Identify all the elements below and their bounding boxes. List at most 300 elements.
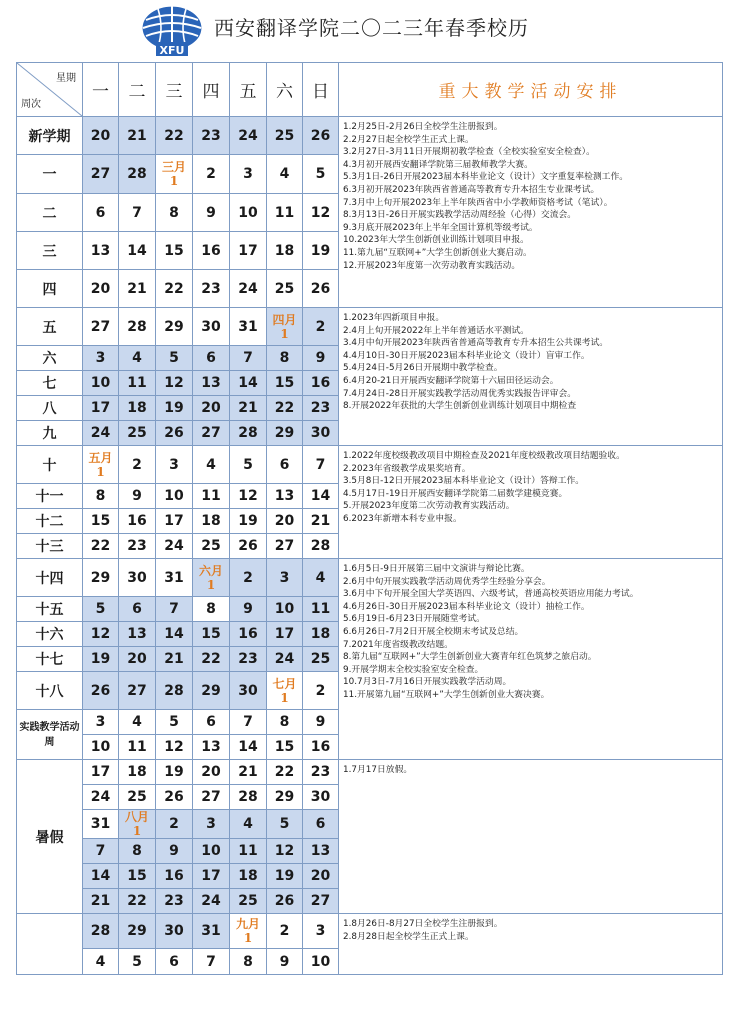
week-label: 十二	[17, 509, 83, 534]
activity-item: 7.4月24日-28日开展实践教学活动周优秀实践报告评审会。	[343, 388, 577, 399]
activity-item: 3.5月8日-12日开展2023届本科毕业论文（设计）答辩工作。	[343, 476, 585, 487]
month-start-text: 1	[280, 690, 289, 705]
activity-item: 6.2023年新增本科专业申报。	[343, 513, 462, 524]
date-cell: 30	[303, 421, 339, 446]
date-cell: 27	[119, 672, 156, 710]
week-label: 五	[17, 308, 83, 346]
date-cell: 5	[119, 949, 156, 975]
activity-item: 4.6月26日-30日开展2023届本科毕业论文（设计）抽检工作。	[343, 601, 590, 612]
date-cell: 25	[119, 421, 156, 446]
month-start-text: 1	[206, 577, 216, 592]
month-start-cell	[267, 672, 303, 710]
date-cell: 8	[83, 484, 119, 509]
date-cell: 23	[193, 117, 230, 155]
date-cell: 6	[193, 710, 230, 735]
date-cell: 10	[156, 484, 193, 509]
date-cell: 3	[83, 710, 119, 735]
month-start-text: 1	[169, 174, 179, 188]
date-cell: 28	[303, 534, 339, 559]
activity-item: 3.4月中旬开展2023年陕西省普通高等教育专升本招生公共课考试。	[343, 338, 609, 349]
date-cell: 29	[267, 421, 303, 446]
header	[0, 0, 730, 62]
week-label: 八	[17, 396, 83, 421]
week-label: 二	[17, 194, 83, 232]
date-cell: 10	[303, 949, 339, 975]
week-label: 十	[17, 446, 83, 484]
week-label: 十七	[17, 647, 83, 672]
activities-cell	[339, 559, 723, 760]
activity-item: 7.3月中上旬开展2023年上半年陕西省中小学教师资格考试（笔试）。	[343, 197, 613, 208]
date-cell: 5	[83, 597, 119, 622]
date-cell: 14	[230, 371, 267, 396]
date-cell: 13	[267, 484, 303, 509]
date-cell: 8	[230, 949, 267, 975]
calendar-table	[16, 62, 723, 975]
date-cell: 24	[156, 534, 193, 559]
week-label: 十四	[17, 559, 83, 597]
date-cell: 22	[267, 396, 303, 421]
date-cell: 10	[230, 194, 267, 232]
date-cell: 7	[156, 597, 193, 622]
day-header-sat: 六	[267, 63, 303, 117]
page-title: 西安翻译学院二〇二三年春季校历	[214, 16, 529, 40]
date-cell: 5	[156, 346, 193, 371]
activity-item: 5.6月19日-6月23日开展随堂考试。	[343, 614, 485, 625]
date-cell: 3	[267, 559, 303, 597]
week-label: 四	[17, 270, 83, 308]
week-label: 七	[17, 371, 83, 396]
month-start-text: 1	[96, 464, 105, 479]
date-cell: 19	[267, 864, 303, 889]
date-cell: 17	[267, 622, 303, 647]
date-cell: 16	[303, 371, 339, 396]
date-cell: 31	[230, 308, 267, 346]
activity-item: 12.开展2023年度第一次劳动教育实践活动。	[343, 260, 521, 271]
date-cell: 9	[193, 194, 230, 232]
date-cell: 9	[303, 710, 339, 735]
date-cell: 16	[193, 232, 230, 270]
day-header-mon: 一	[83, 63, 119, 117]
month-start-cell	[156, 155, 193, 194]
date-cell: 16	[119, 509, 156, 534]
date-cell: 15	[267, 735, 303, 760]
date-cell: 29	[83, 559, 119, 597]
activity-item: 1.2022年度校级教改项目中期检查及2021年度校级教改项目结题验收。	[343, 451, 625, 461]
activities-header: 重大教学活动安排	[339, 63, 723, 117]
activity-item: 1.8月26日-8月27日全校学生注册报到。	[343, 919, 503, 929]
calendar-row	[17, 117, 723, 155]
date-cell: 11	[119, 371, 156, 396]
date-cell: 22	[193, 647, 230, 672]
week-label: 暑假	[17, 760, 83, 914]
month-start-cell	[267, 308, 303, 346]
date-cell: 20	[83, 270, 119, 308]
date-cell: 29	[193, 672, 230, 710]
date-cell: 8	[156, 194, 193, 232]
date-cell: 7	[230, 346, 267, 371]
date-cell: 21	[303, 509, 339, 534]
activity-item: 11.开展第九届“互联网+”大学生创新创业大赛决赛。	[343, 689, 550, 700]
date-cell: 30	[119, 559, 156, 597]
week-label: 新学期	[17, 117, 83, 155]
activities-cell	[339, 446, 723, 559]
date-cell: 6	[303, 810, 339, 839]
date-cell: 29	[156, 308, 193, 346]
activity-item: 10.7月3日-7月16日开展实践教学活动周。	[343, 677, 512, 688]
date-cell: 6	[156, 949, 193, 975]
date-cell: 19	[83, 647, 119, 672]
date-cell: 19	[230, 509, 267, 534]
month-start-text: 七月	[272, 676, 297, 691]
date-cell: 23	[303, 396, 339, 421]
activity-item: 9.3月底开展2023年上半年全国计算机等级考试。	[343, 222, 538, 233]
date-cell: 14	[156, 622, 193, 647]
date-cell: 12	[156, 371, 193, 396]
date-cell: 17	[83, 396, 119, 421]
date-cell: 16	[156, 864, 193, 889]
date-cell: 12	[267, 839, 303, 864]
date-cell: 6	[193, 346, 230, 371]
day-header-tue: 二	[119, 63, 156, 117]
activity-item: 3.6月中下旬开展全国大学英语四、六级考试，普通高校英语应用能力考试。	[343, 589, 639, 600]
date-cell: 28	[119, 155, 156, 194]
month-start-text: 三月	[161, 160, 186, 174]
date-cell: 5	[267, 810, 303, 839]
date-cell: 21	[83, 889, 119, 914]
date-cell: 29	[267, 785, 303, 810]
activity-item: 2.2023年省级教学成果奖培育。	[343, 463, 471, 474]
date-cell: 2	[267, 914, 303, 949]
date-cell: 2	[230, 559, 267, 597]
activity-item: 6.4月20-21日开展西安翻译学院第十六届田径运动会。	[343, 375, 559, 386]
date-cell: 9	[230, 597, 267, 622]
date-cell: 26	[156, 421, 193, 446]
week-label	[17, 914, 83, 975]
date-cell: 4	[267, 155, 303, 194]
date-cell: 13	[303, 839, 339, 864]
date-cell: 25	[230, 889, 267, 914]
date-cell: 27	[193, 785, 230, 810]
date-cell: 3	[303, 914, 339, 949]
date-cell: 14	[83, 864, 119, 889]
activity-item: 1.2023年四新项目申报。	[343, 313, 445, 323]
week-label: 三	[17, 232, 83, 270]
date-cell: 28	[230, 421, 267, 446]
activity-item: 11.第九届“互联网+”大学生创新创业大赛启动。	[343, 247, 532, 258]
date-cell: 10	[193, 839, 230, 864]
date-cell: 17	[193, 864, 230, 889]
date-cell: 10	[83, 735, 119, 760]
date-cell: 24	[267, 647, 303, 672]
date-cell: 9	[303, 346, 339, 371]
week-label: 十一	[17, 484, 83, 509]
activity-item: 6.3月初开展2023年陕西省普通高等教育专升本招生专业课考试。	[343, 184, 600, 195]
date-cell: 13	[83, 232, 119, 270]
date-cell: 21	[230, 396, 267, 421]
week-label: 一	[17, 155, 83, 194]
date-cell: 6	[119, 597, 156, 622]
date-cell: 20	[267, 509, 303, 534]
date-cell: 4	[303, 559, 339, 597]
activity-item: 5.3月1日-26日开展2023届本科毕业论文（设计）文字重复率检测工作。	[343, 172, 629, 183]
month-start-cell	[230, 914, 267, 949]
date-cell: 15	[267, 371, 303, 396]
week-label: 十三	[17, 534, 83, 559]
activity-item: 2.6月中旬开展实践教学活动周优秀学生经验分享会。	[343, 576, 551, 587]
date-cell: 21	[156, 647, 193, 672]
date-cell: 26	[83, 672, 119, 710]
date-cell: 10	[267, 597, 303, 622]
date-cell: 12	[83, 622, 119, 647]
date-cell: 11	[230, 839, 267, 864]
date-cell: 22	[119, 889, 156, 914]
date-cell: 24	[83, 421, 119, 446]
activity-item: 1.7月17日放假。	[343, 765, 413, 775]
date-cell: 18	[119, 396, 156, 421]
date-cell: 4	[193, 446, 230, 484]
activities-cell	[339, 117, 723, 308]
date-cell: 27	[267, 534, 303, 559]
date-cell: 26	[156, 785, 193, 810]
date-cell: 6	[267, 446, 303, 484]
date-cell: 26	[303, 117, 339, 155]
date-cell: 24	[230, 117, 267, 155]
date-cell: 20	[303, 864, 339, 889]
date-cell: 15	[193, 622, 230, 647]
date-cell: 8	[267, 346, 303, 371]
day-header-thu: 四	[193, 63, 230, 117]
month-start-text: 五月	[88, 450, 113, 465]
date-cell: 26	[303, 270, 339, 308]
date-cell: 11	[303, 597, 339, 622]
date-cell: 16	[230, 622, 267, 647]
calendar-row	[17, 760, 723, 785]
date-cell: 18	[267, 232, 303, 270]
activity-item: 2.8月28日起全校学生正式上课。	[343, 931, 474, 942]
date-cell: 14	[303, 484, 339, 509]
day-header-wed: 三	[156, 63, 193, 117]
date-cell: 14	[230, 735, 267, 760]
week-label: 十六	[17, 622, 83, 647]
date-cell: 27	[303, 889, 339, 914]
activity-item: 9.开展学期末全校实验室安全检查。	[343, 664, 484, 675]
xfu-logo-icon	[138, 4, 206, 60]
month-start-cell	[119, 810, 156, 839]
month-start-text: 八月	[124, 810, 149, 824]
week-label: 实践教学活动周	[17, 710, 83, 760]
date-cell: 15	[119, 864, 156, 889]
month-start-cell	[193, 559, 230, 597]
activity-item: 3.2月27日-3月11日开展期初教学检查（全校实验室安全检查）。	[343, 147, 595, 158]
date-cell: 7	[303, 446, 339, 484]
logo-text: XFU	[159, 44, 185, 57]
date-cell: 30	[193, 308, 230, 346]
date-cell: 5	[303, 155, 339, 194]
date-cell: 28	[156, 672, 193, 710]
activity-item: 7.2021年度省级教改结题。	[343, 639, 453, 650]
date-cell: 22	[267, 760, 303, 785]
date-cell: 27	[83, 155, 119, 194]
activity-item: 5.4月24日-5月26日开展期中教学检查。	[343, 363, 503, 374]
date-cell: 21	[230, 760, 267, 785]
week-label: 六	[17, 346, 83, 371]
activity-item: 1.2月25日-2月26日全校学生注册报到。	[343, 122, 503, 132]
date-cell: 14	[119, 232, 156, 270]
date-cell: 7	[119, 194, 156, 232]
date-cell: 7	[230, 710, 267, 735]
date-cell: 24	[193, 889, 230, 914]
date-cell: 21	[119, 270, 156, 308]
date-cell: 17	[83, 760, 119, 785]
date-cell: 2	[303, 308, 339, 346]
date-cell: 18	[119, 760, 156, 785]
date-cell: 31	[83, 810, 119, 839]
activity-item: 4.5月17日-19日开展西安翻译学院第二届数学建模竞赛。	[343, 488, 568, 499]
date-cell: 20	[83, 117, 119, 155]
date-cell: 4	[119, 346, 156, 371]
month-start-text: 1	[132, 824, 142, 838]
date-cell: 27	[83, 308, 119, 346]
date-cell: 19	[303, 232, 339, 270]
activity-item: 10.2023年大学生创新创业训练计划项目申报。	[343, 235, 529, 246]
date-cell: 12	[156, 735, 193, 760]
date-cell: 4	[119, 710, 156, 735]
activity-item: 5.开展2023年度第二次劳动教育实践活动。	[343, 501, 515, 512]
day-header-sun: 日	[303, 63, 339, 117]
date-cell: 31	[193, 914, 230, 949]
date-cell: 20	[119, 647, 156, 672]
week-label: 九	[17, 421, 83, 446]
calendar-row	[17, 914, 723, 949]
date-cell: 23	[119, 534, 156, 559]
activity-item: 8.3月13日-26日开展实践教学活动周经验（心得）交流会。	[343, 210, 577, 221]
date-cell: 28	[230, 785, 267, 810]
date-cell: 23	[303, 760, 339, 785]
date-cell: 25	[193, 534, 230, 559]
date-cell: 9	[156, 839, 193, 864]
date-cell: 8	[119, 839, 156, 864]
date-cell: 17	[156, 509, 193, 534]
date-cell: 20	[193, 396, 230, 421]
date-cell: 25	[267, 117, 303, 155]
date-cell: 5	[156, 710, 193, 735]
date-cell: 22	[156, 270, 193, 308]
month-start-text: 四月	[272, 312, 297, 327]
activity-item: 1.6月5日-9日开展第三届中文演讲与辩论比赛。	[343, 564, 530, 574]
month-start-text: 六月	[198, 563, 223, 578]
date-cell: 28	[119, 308, 156, 346]
calendar-row	[17, 446, 723, 484]
date-cell: 2	[193, 155, 230, 194]
month-start-text: 1	[280, 326, 289, 341]
date-cell: 11	[267, 194, 303, 232]
date-cell: 24	[230, 270, 267, 308]
activities-cell	[339, 308, 723, 446]
date-cell: 23	[193, 270, 230, 308]
activity-item: 4.3月初开展西安翻译学院第三届教师教学大赛。	[343, 159, 533, 170]
date-cell: 30	[303, 785, 339, 810]
date-cell: 16	[303, 735, 339, 760]
date-cell: 2	[303, 672, 339, 710]
week-number-label: 周次	[21, 99, 41, 110]
date-cell: 5	[230, 446, 267, 484]
date-cell: 25	[119, 785, 156, 810]
date-cell: 13	[193, 735, 230, 760]
date-cell: 4	[230, 810, 267, 839]
date-cell: 18	[193, 509, 230, 534]
activities-cell	[339, 760, 723, 914]
date-cell: 2	[156, 810, 193, 839]
date-cell: 19	[156, 760, 193, 785]
activity-item: 8.第九届“互联网+”大学生创新创业大赛青年红色筑梦之旅启动。	[343, 652, 597, 663]
date-cell: 18	[230, 864, 267, 889]
activity-item: 2.2月27日起全校学生正式上课。	[343, 134, 474, 145]
date-cell: 31	[156, 559, 193, 597]
date-cell: 7	[193, 949, 230, 975]
date-cell: 11	[193, 484, 230, 509]
activity-item: 8.开展2022年获批的大学生创新创业训练计划项目中期检查	[343, 401, 577, 412]
date-cell: 11	[119, 735, 156, 760]
date-cell: 7	[83, 839, 119, 864]
date-cell: 12	[230, 484, 267, 509]
date-cell: 4	[83, 949, 119, 975]
date-cell: 9	[267, 949, 303, 975]
date-cell: 19	[156, 396, 193, 421]
date-cell: 25	[303, 647, 339, 672]
calendar-row	[17, 559, 723, 597]
date-cell: 15	[83, 509, 119, 534]
date-cell: 17	[230, 232, 267, 270]
activity-item: 4.4月10日-30日开展2023届本科毕业论文（设计）盲审工作。	[343, 350, 590, 361]
date-cell: 21	[119, 117, 156, 155]
date-cell: 15	[156, 232, 193, 270]
date-cell: 23	[156, 889, 193, 914]
corner-cell	[17, 63, 83, 117]
date-cell: 27	[193, 421, 230, 446]
month-start-text: 1	[243, 931, 253, 945]
date-cell: 13	[193, 371, 230, 396]
date-cell: 29	[119, 914, 156, 949]
date-cell: 26	[267, 889, 303, 914]
date-cell: 26	[230, 534, 267, 559]
date-cell: 13	[119, 622, 156, 647]
day-header-fri: 五	[230, 63, 267, 117]
month-start-cell	[83, 446, 119, 484]
activity-item: 2.4月上旬开展2022年上半年普通话水平测试。	[343, 325, 529, 336]
calendar-row	[17, 308, 723, 346]
month-start-text: 九月	[235, 917, 260, 931]
date-cell: 2	[119, 446, 156, 484]
weekday-label: 星期	[56, 73, 76, 84]
date-cell: 30	[230, 672, 267, 710]
date-cell: 8	[193, 597, 230, 622]
activity-item: 6.6月26日-7月2日开展全校期末考试及总结。	[343, 626, 524, 637]
date-cell: 3	[230, 155, 267, 194]
date-cell: 3	[83, 346, 119, 371]
date-cell: 20	[193, 760, 230, 785]
date-cell: 30	[156, 914, 193, 949]
date-cell: 24	[83, 785, 119, 810]
date-cell: 25	[267, 270, 303, 308]
week-label: 十五	[17, 597, 83, 622]
date-cell: 10	[83, 371, 119, 396]
date-cell: 8	[267, 710, 303, 735]
date-cell: 3	[156, 446, 193, 484]
week-label: 十八	[17, 672, 83, 710]
date-cell: 12	[303, 194, 339, 232]
date-cell: 28	[83, 914, 119, 949]
date-cell: 22	[83, 534, 119, 559]
